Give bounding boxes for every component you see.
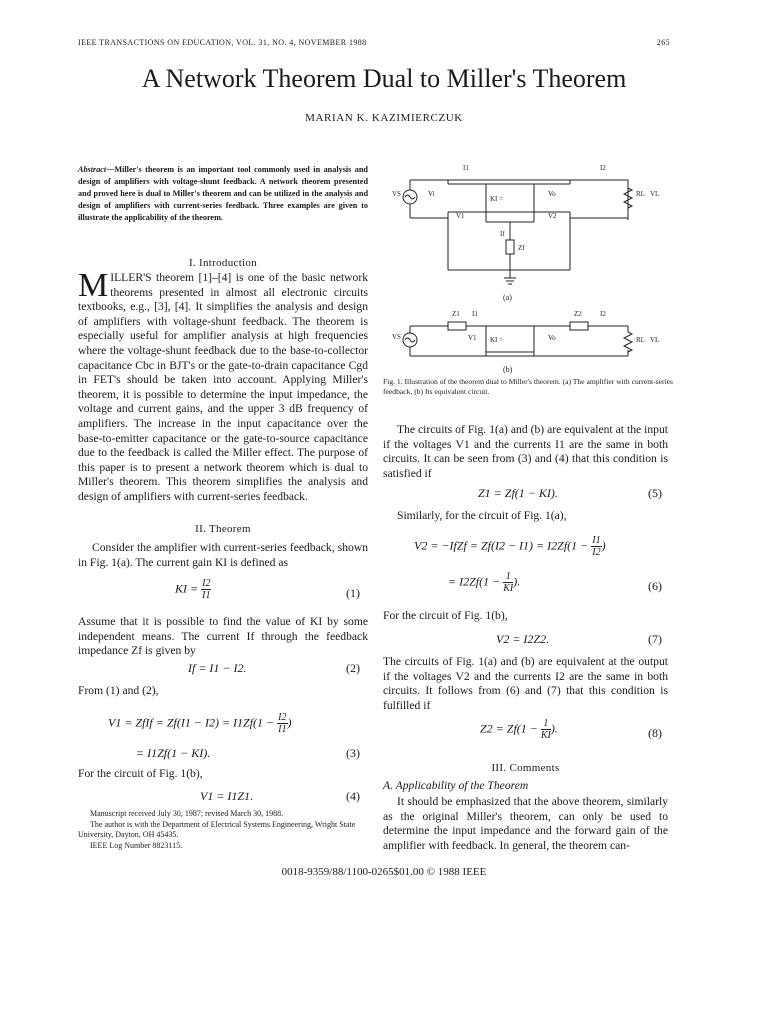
section-heading-introduction: I. Introduction [188, 257, 258, 269]
load-resistor-b [624, 332, 632, 352]
eq6b-fraction [503, 571, 513, 594]
label-v2-a: V2 [548, 212, 557, 220]
eq6a-denominator: I2 [592, 547, 601, 558]
label-vi-a: Vi [428, 190, 435, 198]
feedback-impedance [506, 240, 514, 254]
eq6b-text: = I2Zf(1 − [448, 574, 501, 589]
eq6b-denominator: KI [503, 583, 514, 594]
equation-3a: V1 = ZfIf = Zf(I1 − I2) = I1Zf(1 − $\frac{I2}{I1}$ ) [108, 712, 292, 735]
journal-info: IEEE TRANSACTIONS ON EDUCATION, VOL. 31, NO. 4, NOVEMBER 1988 [78, 38, 367, 47]
eq3a-denominator: I1 [278, 724, 287, 735]
label-vo-b: Vo [548, 334, 556, 342]
equation-number-5: (5) [648, 486, 662, 500]
equation-5: Z1 = Zf(1 − KI). [478, 486, 558, 500]
copyright-line: 0018-9359/88/1100-0265$01.00 © 1988 IEEE [281, 866, 487, 878]
footnote-received: Manuscript received July 30, 1987; revised March 30, 1988. [90, 809, 284, 818]
label-ki-b: KI = [490, 336, 504, 344]
eq6a-numerator: I1 [592, 535, 601, 546]
eq3a-fraction [277, 712, 287, 735]
running-header [78, 38, 670, 47]
eq6b-numerator: 1 [503, 571, 513, 583]
label-v1-b: V1 [468, 334, 477, 342]
right-paragraph-2: Similarly, for the circuit of Fig. 1(a), [397, 509, 567, 522]
label-vl-b: VL [650, 336, 660, 344]
eq1-denominator: I1 [202, 590, 211, 601]
eq3a-text: V1 = ZfIf = Zf(I1 − I2) = I1Zf(1 − [108, 715, 275, 730]
z2-impedance [570, 322, 588, 330]
equation-3b: = I1Zf(1 − KI). [136, 746, 211, 760]
label-i2-b: I2 [600, 310, 606, 318]
label-vs-b: VS [392, 333, 401, 341]
label-v1-a: V1 [456, 212, 465, 220]
theorem-paragraph-4: For the circuit of Fig. 1(b), [78, 767, 203, 780]
section-heading-comments: III. Comments [491, 762, 560, 774]
eq6a-fraction [591, 535, 601, 558]
eq3a-numerator: I2 [278, 712, 287, 723]
abstract [78, 164, 368, 224]
equation-8: Z2 = Zf(1 − $\frac{1}{KI}$ ). [480, 718, 558, 741]
equation-number-3: (3) [346, 746, 360, 760]
right-paragraph-4: The circuits of Fig. 1(a) and (b) are equivalent at the output if the voltages V2 and the currents I2 are the same in both circuits. It follows from (6) and (7) that this condition is fulfilled if [383, 655, 668, 712]
author-name: MARIAN K. KAZIMIERCZUK [305, 112, 463, 124]
eq8-denominator: KI [540, 730, 551, 741]
eq8-text: Z2 = Zf(1 − [480, 721, 538, 736]
z1-impedance [448, 322, 466, 330]
label-i1-a: I1 [463, 164, 469, 172]
footnote-log: IEEE Log Number 8823115. [90, 840, 183, 850]
equation-1 [175, 578, 211, 601]
figure-caption: Fig. 1. Illustration of the theorem dual to Miller's theorem. (a) The amplifier with current-series feedback. (b) Its equivalent circuit. [383, 377, 673, 396]
page-number: 265 [656, 38, 670, 47]
equation-number-6: (6) [648, 579, 662, 593]
label-ki-a: KI = [490, 195, 504, 203]
equation-number-7: (7) [648, 632, 662, 646]
equation-7: V2 = I2Z2. [496, 632, 550, 646]
eq8-numerator: 1 [541, 718, 551, 730]
abstract-label: Abstract [78, 165, 107, 174]
eq1-fraction [201, 578, 211, 601]
footnote-affiliation: The author is with the Department of Electrical Systems Engineering, Wright State University, Dayton, OH 45435. [78, 819, 356, 839]
circuit-a [403, 180, 632, 284]
label-i2-a: I2 [600, 164, 606, 172]
label-vo-a: Vo [548, 190, 556, 198]
theorem-paragraph-1: Consider the amplifier with current-series feedback, shown in Fig. 1(a). The current gain KI is defined as [78, 541, 368, 569]
label-i1-b: I1 [472, 310, 478, 318]
right-paragraph-1: The circuits of Fig. 1(a) and (b) are equivalent at the input if the voltages V1 and the currents I1 are the same in both circuits. It can be seen from (3) and (4) that this condition is satisfied if [383, 423, 668, 480]
label-z2-b: Z2 [574, 310, 582, 318]
label-zf-a: Zf [518, 244, 525, 252]
eq6a-text: V2 = −IfZf = Zf(I2 − I1) = I2Zf(1 − [414, 538, 589, 553]
equation-4: V1 = I1Z1. [200, 789, 254, 803]
comments-paragraph-1: It should be emphasized that the above theorem, similarly as the original Miller's theorem, can only be used to determine the input impedance and the forward gain of the amplifier with feedback. In general, the theorem can- [383, 795, 668, 852]
eq1-numerator: I2 [202, 578, 211, 589]
intro-paragraph [78, 267, 368, 505]
label-rl-a: RL [636, 190, 645, 198]
theorem-paragraph-3: From (1) and (2), [78, 684, 159, 697]
right-paragraph-3: For the circuit of Fig. 1(b), [383, 609, 508, 622]
footnote [78, 809, 368, 851]
label-if-a: If [500, 230, 505, 238]
paper-title: A Network Theorem Dual to Miller's Theorem [141, 64, 627, 93]
label-vl-a: VL [650, 190, 660, 198]
eq8-fraction [541, 718, 551, 741]
label-vs-a: VS [392, 190, 401, 198]
label-b: (b) [503, 365, 513, 374]
figure-1 [388, 160, 688, 380]
circuit-b [403, 322, 632, 356]
equation-number-8: (8) [648, 726, 662, 740]
label-rl-b: RL [636, 336, 645, 344]
subsection-heading-applicability: A. Applicability of the Theorem [383, 779, 529, 792]
section-heading-theorem: II. Theorem [195, 523, 251, 535]
label-a: (a) [503, 293, 512, 302]
label-z1-b: Z1 [452, 310, 460, 318]
equation-6b: = I2Zf(1 − $\frac{1}{KI}$ ). [448, 571, 521, 594]
equation-6a: V2 = −IfZf = Zf(I2 − I1) = I2Zf(1 − $\frac{I1}{I2}$ ) [414, 535, 606, 558]
equation-2: If = I1 − I2. [188, 661, 247, 675]
equation-number-4: (4) [346, 789, 360, 803]
equation-number-2: (2) [346, 661, 360, 675]
theorem-paragraph-2: Assume that it is possible to find the value of KI by some independent means. The current If through the feedback impedance Zf is given by [78, 615, 368, 658]
eq1-lhs: KI = [175, 581, 199, 596]
abstract-text: —Miller's theorem is an important tool commonly used in analysis and design of amplifiers with voltage-shunt feedback. A network theorem presented and proved here is dual to Miller's theorem and can be utilized in the analysis and design of amplifiers with current-series feedback. Three examples are given to illustrate the applicability of the theorem. [78, 165, 368, 222]
intro-text: ILLER'S theorem [1]–[4] is one of the basic network theorems presented in almost all electronic circuits textbooks, e.g., [3], [4]. It simplifies the analysis and design of amplifiers with voltage-shunt feedback. The theorem is especially useful for amplifier analysis at high frequencies where the voltage-shunt feedback due to the base-to-collector capacitance Cbc in BJT's or the gate-to-drain capacitance Cgd in FET's should be taken into account. Applying Miller's theorem, it is possible to determine the input impedance, the voltage and current gains, and the upper 3 dB frequency of amplifiers. The increase in the input capacitance over the base-to-emitter capacitance or the gate-to-source capacitance due to the feedback is called the Miller effect. The purpose of this paper is to present a network theorem which is dual to Miller's theorem. This theorem simplifies the analysis and design of amplifiers with current-series feedback. [78, 271, 368, 503]
drop-cap: M [78, 267, 109, 304]
equation-number-1: (1) [346, 586, 360, 600]
